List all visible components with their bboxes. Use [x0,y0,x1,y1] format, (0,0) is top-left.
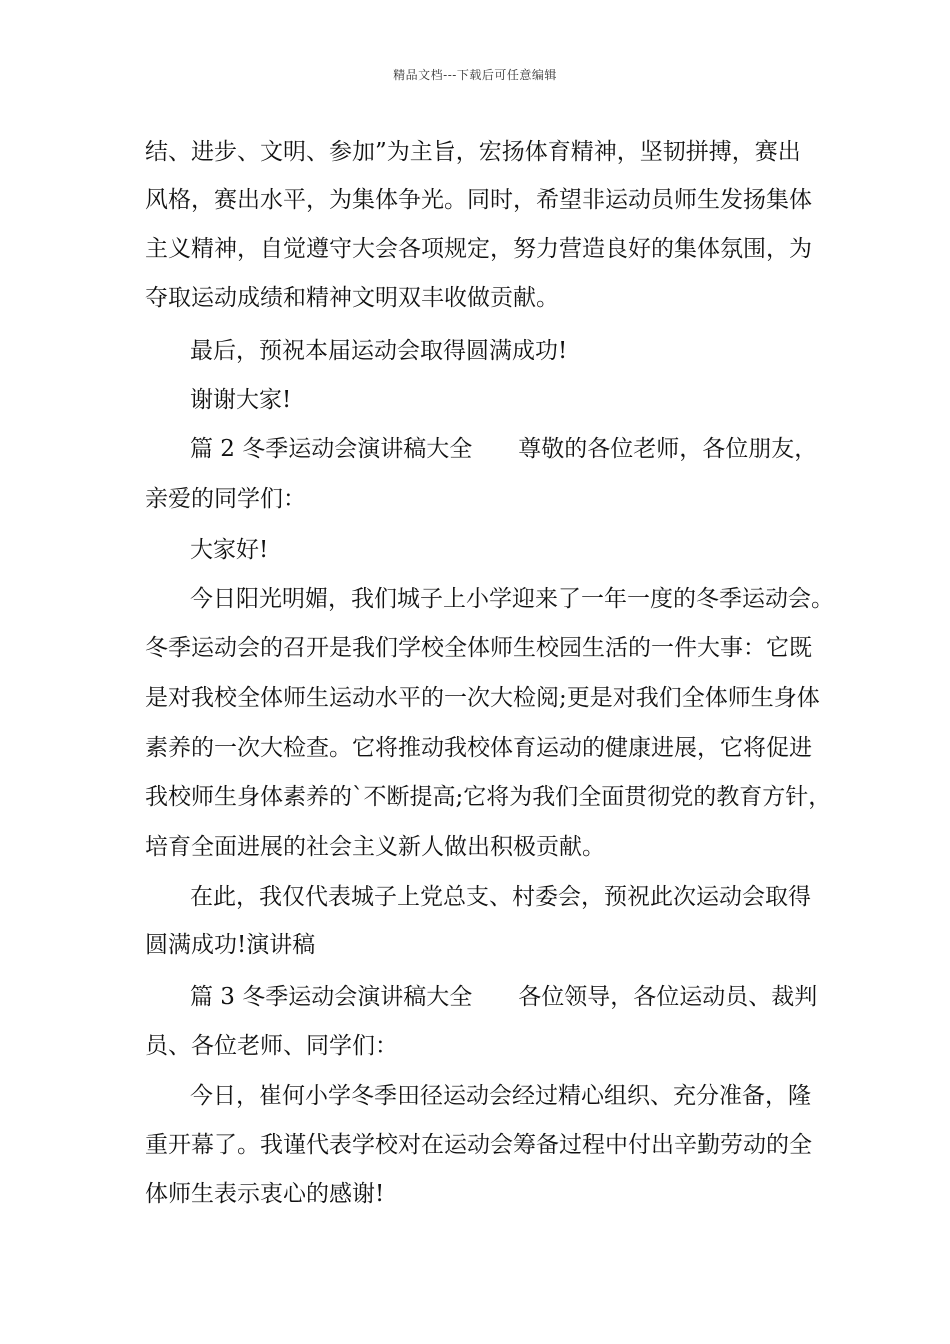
text-line: 培育全面进展的社会主义新人做出积极贡献。 [145,834,605,860]
text-line: 谢谢大家! [190,387,292,413]
text-line: 夺取运动成绩和精神文明双丰收做贡献。 [145,285,559,311]
text-line: 大家好! [190,537,269,563]
text-line: 体师生表示衷心的感谢! [145,1181,385,1207]
text-line: 冬季运动会的召开是我们学校全体师生校园生活的一件大事：它既 [145,635,812,661]
text-line: 篇 3 冬季运动会演讲稿大全 各位领导，各位运动员、裁判 [190,984,818,1010]
text-line: 是对我校全体师生运动水平的一次大检阅;更是对我们全体师生身体 [145,685,820,711]
text-line: 篇 2 冬季运动会演讲稿大全 尊敬的各位老师，各位朋友， [190,436,818,462]
text-line: 员、各位老师、同学们： [145,1033,398,1059]
text-line: 结、进步、文明、参加”为主旨，宏扬体育精神，坚韧拼搏，赛出 [145,139,801,165]
text-line: 风格，赛出水平，为集体争光。同时，希望非运动员师生发扬集体 [145,187,812,213]
text-line: 圆满成功!演讲稿 [145,932,316,958]
text-line: 最后，预祝本届运动会取得圆满成功! [190,338,568,364]
text-line: 在此，我仅代表城子上党总支、村委会，预祝此次运动会取得 [190,884,811,910]
text-line: 重开幕了。我谨代表学校对在运动会筹备过程中付出辛勤劳动的全 [145,1132,812,1158]
text-line: 主义精神，自觉遵守大会各项规定，努力营造良好的集体氛围，为 [145,236,812,262]
text-line: 今日阳光明媚，我们城子上小学迎来了一年一度的冬季运动会。 [190,586,834,612]
text-line: 素养的一次大检查。它将推动我校体育运动的健康进展，它将促进 [145,735,812,761]
page-header: 精品文档---下载后可任意编辑 [393,68,557,82]
text-line: 亲爱的同学们： [145,486,306,512]
text-line: 今日，崔何小学冬季田径运动会经过精心组织、充分准备，隆 [190,1083,811,1109]
text-line: 我校师生身体素养的`不断提高;它将为我们全面贯彻党的教育方针， [145,784,832,810]
